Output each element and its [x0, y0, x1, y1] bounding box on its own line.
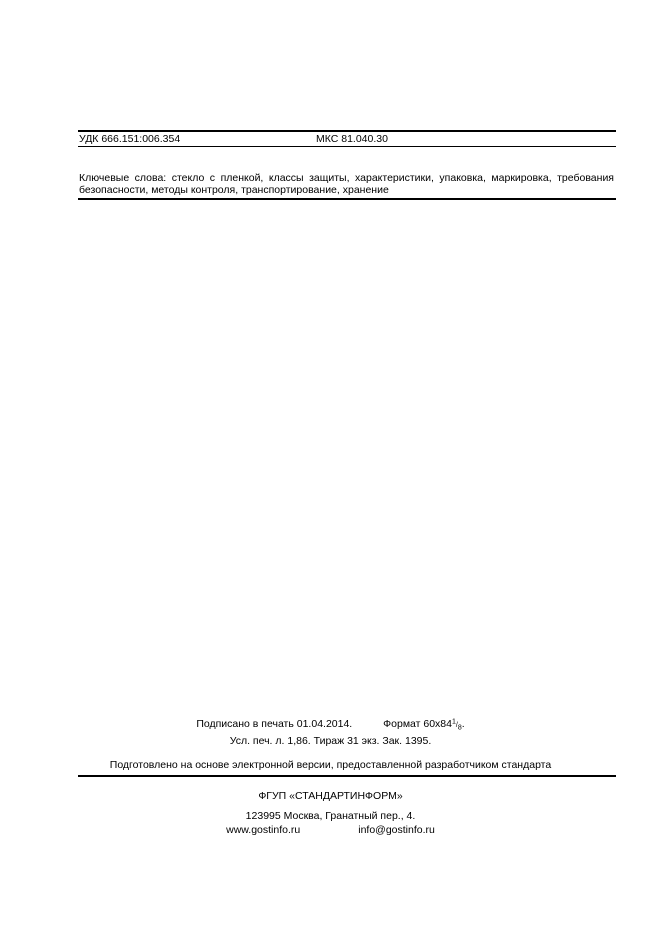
publisher-address: 123995 Москва, Гранатный пер., 4. [245, 810, 416, 822]
format-fraction: $^1/_8$ [451, 718, 462, 732]
top-rule [78, 130, 616, 132]
format-info [383, 718, 465, 732]
publisher-contacts [0, 824, 661, 837]
keywords-text: Ключевые слова: стекло с пленкой, классы защиты, характеристики, упаковка, маркировка, требования безопасности, методы контроля, транспортирование, хранение [79, 172, 614, 196]
format-prefix: Формат 60х84 [383, 718, 452, 730]
mks-code: МКС 81.040.30 [316, 133, 388, 145]
udk-code: УДК 666.151:006.354 [79, 133, 181, 145]
format-denominator: 8 [457, 724, 462, 732]
publisher-name: ФГУП «СТАНДАРТИНФОРМ» [258, 790, 403, 802]
format-suffix: . [461, 718, 465, 730]
udk-rule [78, 146, 616, 147]
website-link[interactable]: www.gostinfo.ru [226, 824, 301, 836]
format-numerator: 1 [451, 718, 456, 726]
email-link[interactable]: info@gostinfo.ru [358, 824, 435, 836]
print-info: Усл. печ. л. 1,86. Тираж 31 экз. Зак. 1395. [229, 735, 432, 747]
prepared-note: Подготовлено на основе электронной версии, предоставленной разработчиком стандарта [109, 759, 552, 771]
publisher-rule [78, 775, 616, 777]
keywords-rule [78, 198, 616, 200]
signed-date: Подписано в печать 01.04.2014. [196, 718, 353, 730]
signed-line [0, 718, 661, 732]
